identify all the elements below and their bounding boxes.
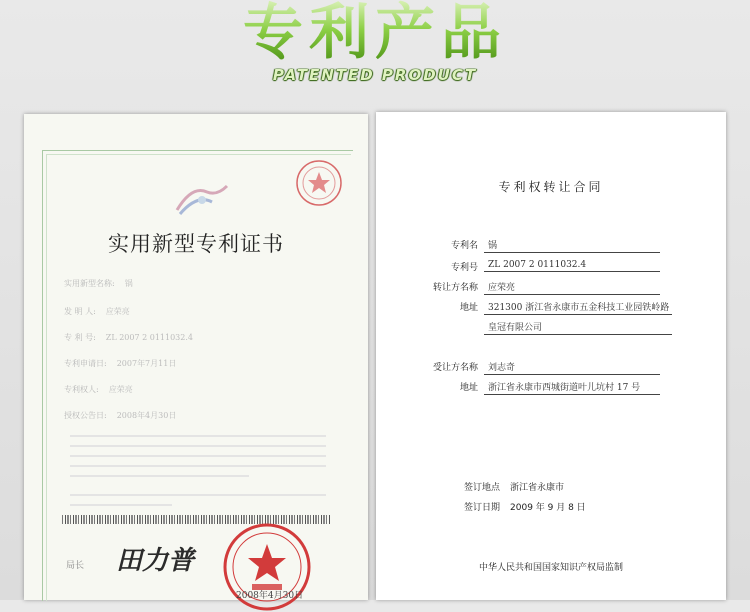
- page-subtitle: PATENTED PRODUCT: [272, 66, 478, 84]
- certificate-date: 2008年4月30日: [236, 591, 304, 601]
- patent-certificate: [24, 114, 368, 600]
- certificate-body-text-placeholder-2: [70, 490, 326, 510]
- director-signature: 田力普: [116, 546, 195, 576]
- header-banner: [0, 0, 750, 105]
- sign-place-row: 签订地点 浙江省永康市: [464, 483, 565, 493]
- certificate-field: 专 利 号: ZL 2007 2 0111032.4: [64, 333, 193, 342]
- contract-row: 转让方名称 应荣亮: [382, 280, 702, 293]
- certificate-title: 实用新型专利证书: [108, 232, 284, 256]
- certificate-field: 专利权人: 应荣亮: [64, 385, 133, 394]
- emblem-watermark-icon: [172, 180, 232, 220]
- signer-label: 局长: [66, 561, 85, 571]
- certificate-body-text-placeholder: [70, 430, 326, 486]
- contract-row: 皇冠有限公司: [382, 320, 702, 330]
- patent-transfer-contract: [376, 112, 726, 600]
- certificate-field: 发 明 人: 应荣亮: [64, 307, 130, 316]
- certificate-field: 实用新型名称: 锅: [64, 279, 133, 288]
- issuing-authority: 中华人民共和国国家知识产权局监制: [478, 563, 623, 573]
- certificate-field: 专利申请日: 2007年7月11日: [64, 359, 177, 368]
- contract-row: 地址 321300 浙江省永康市五金科技工业园铁岭路: [382, 300, 702, 313]
- seal-top-icon: [294, 158, 344, 208]
- certificate-field: 授权公告日: 2008年4月30日: [64, 411, 177, 420]
- contract-row: 专利号 ZL 2007 2 0111032.4: [382, 260, 702, 273]
- sign-date-row: 签订日期 2009 年 9 月 8 日: [464, 503, 586, 513]
- contract-row: 专利名 锅: [382, 238, 702, 251]
- contract-row: 受让方名称 刘志奇: [382, 360, 702, 373]
- contract-title: 专利权转让合同: [498, 180, 604, 194]
- page-title: 专利产品: [0, 0, 750, 66]
- contract-row: 地址 浙江省永康市西城街道叶儿坑村 17 号: [382, 380, 702, 393]
